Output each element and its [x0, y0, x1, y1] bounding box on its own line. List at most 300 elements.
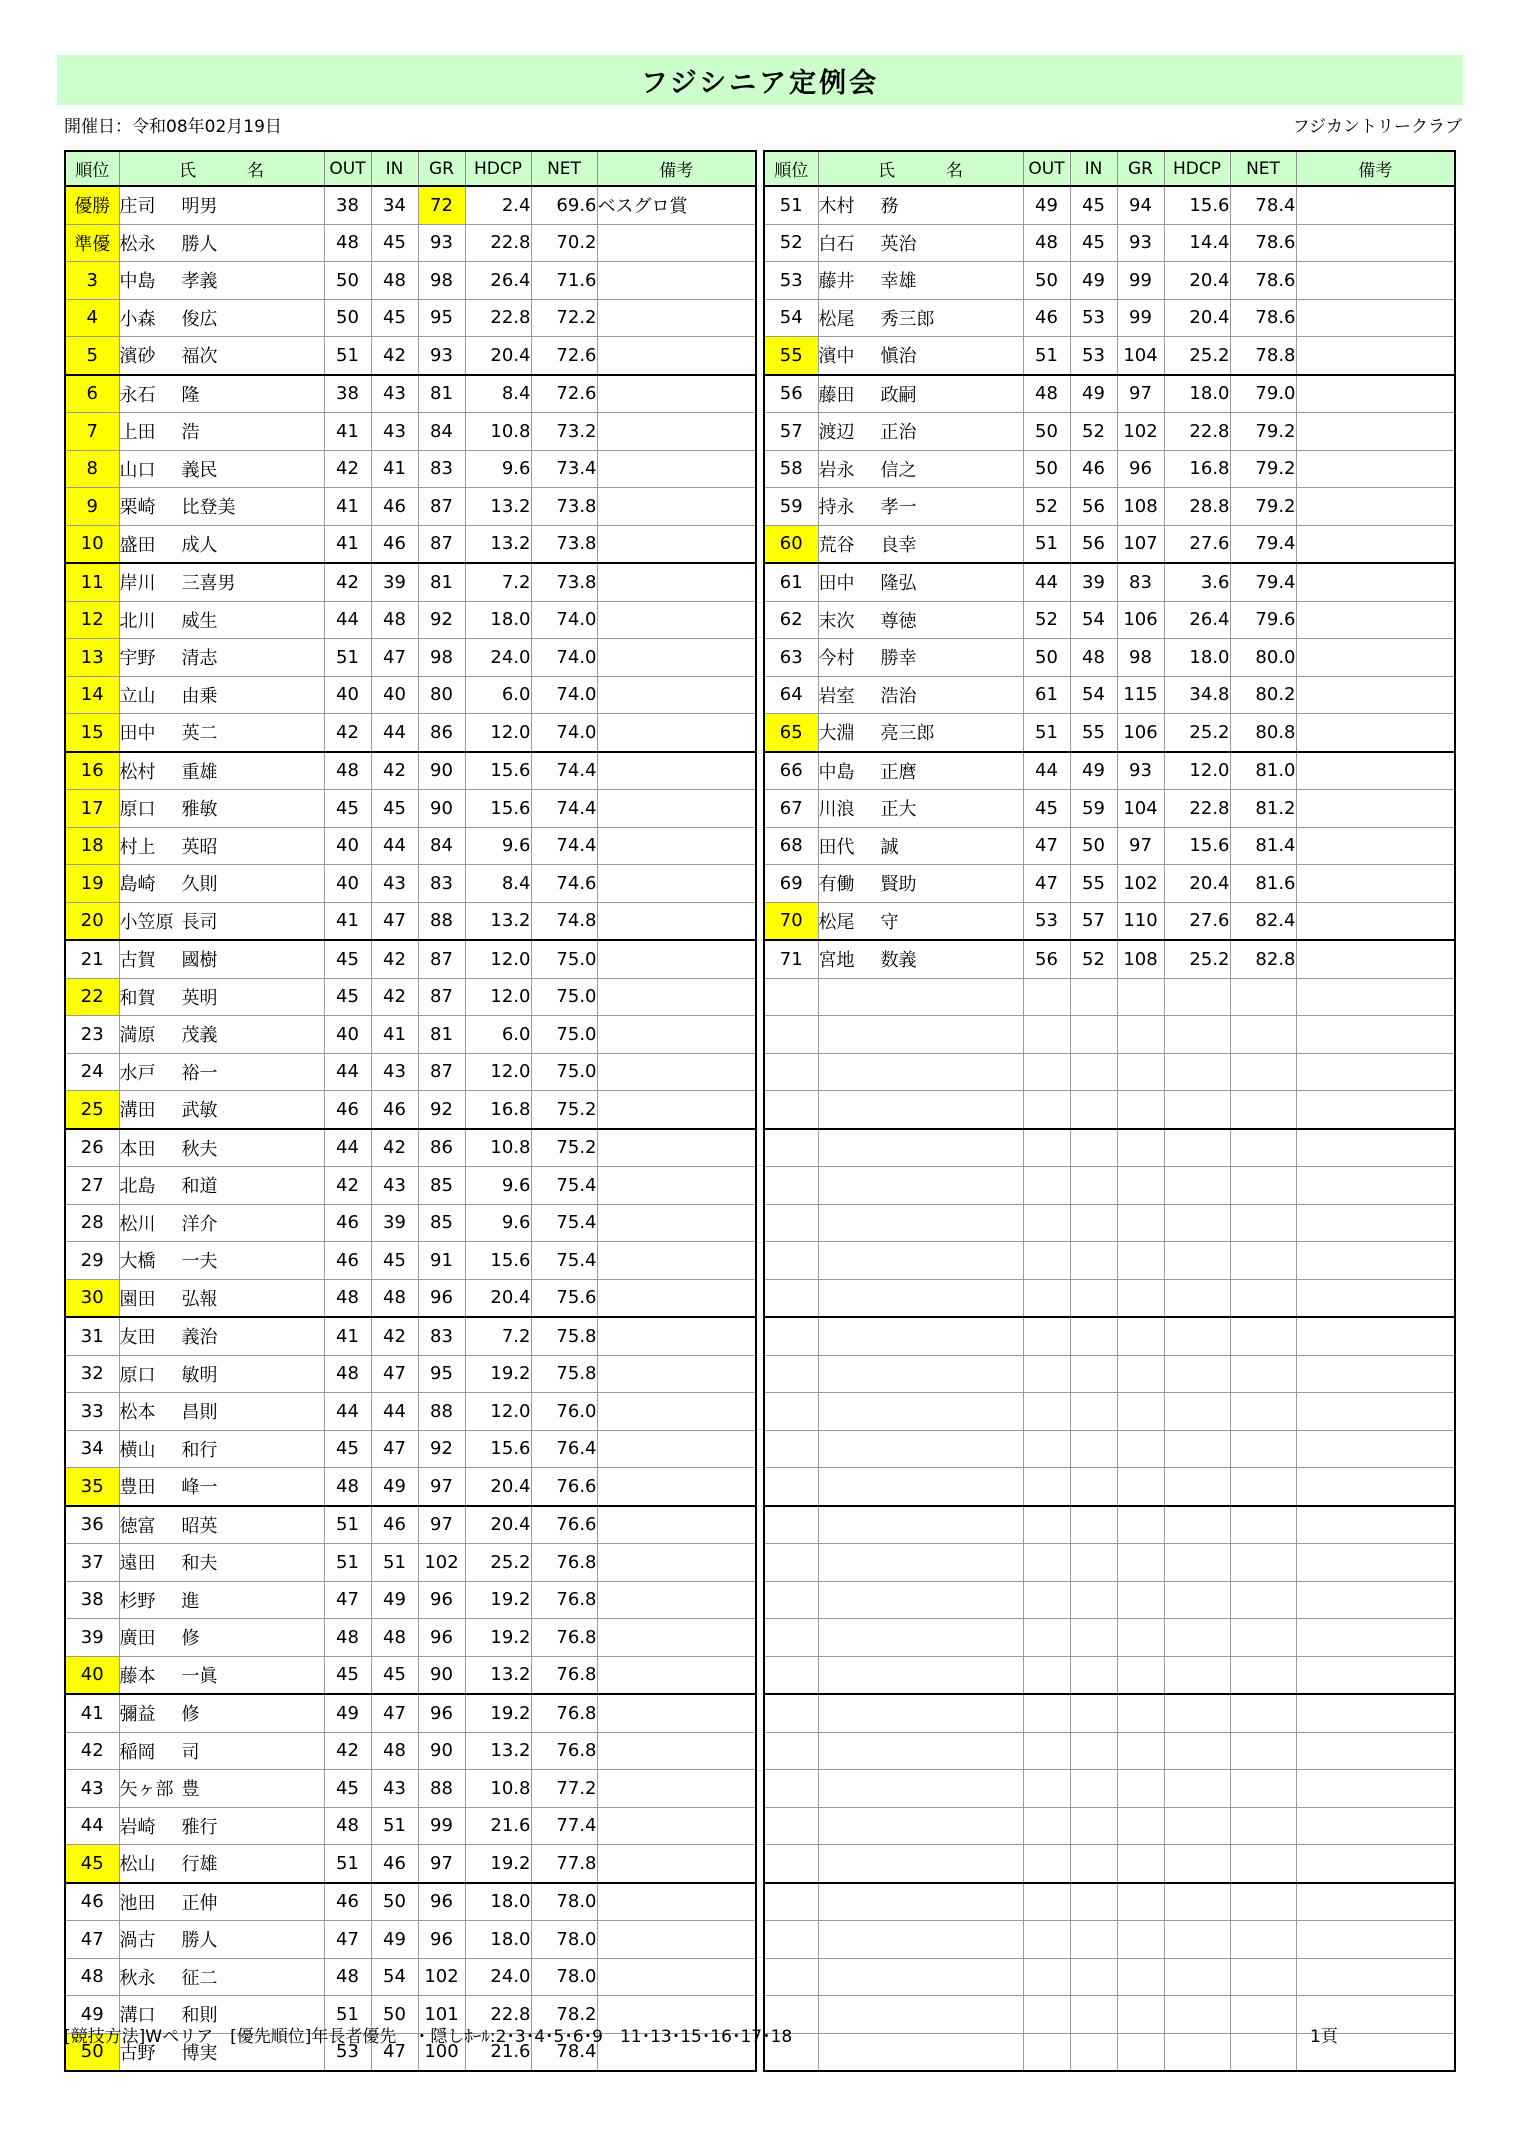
name-cell: [119, 262, 324, 300]
in-cell: 42: [371, 1129, 418, 1167]
out-cell: [1023, 1656, 1070, 1694]
family-name: 岸川: [119, 573, 156, 595]
hdcp-cell: 13.2: [465, 902, 531, 940]
gr-cell: 102: [1117, 413, 1164, 451]
out-cell: 40: [324, 865, 371, 903]
gr-cell: 85: [418, 1167, 465, 1205]
net-cell: 76.0: [531, 1393, 597, 1431]
hdcp-cell: 19.2: [465, 1355, 531, 1393]
out-cell: 44: [324, 1393, 371, 1431]
table-row: [65, 1506, 756, 1544]
in-cell: [1070, 1770, 1117, 1808]
name-cell: [818, 1694, 1023, 1732]
header-row: [764, 151, 1455, 186]
table-row: [764, 827, 1455, 865]
remark-cell: [1296, 902, 1455, 940]
family-name: 村上: [119, 836, 156, 858]
table-row: [764, 1317, 1455, 1355]
hdcp-cell: [1164, 1845, 1230, 1883]
net-cell: 79.0: [1230, 375, 1296, 413]
remark-cell: [1296, 865, 1455, 903]
table-row: [764, 865, 1455, 903]
name-cell: [119, 1506, 324, 1544]
out-cell: 41: [324, 488, 371, 526]
gr-cell: 85: [418, 1204, 465, 1242]
in-cell: 53: [1070, 299, 1117, 337]
name-cell: [119, 1242, 324, 1280]
given-name: 威生: [181, 610, 218, 632]
in-cell: 56: [1070, 525, 1117, 563]
hdcp-cell: [1164, 1317, 1230, 1355]
net-cell: 76.4: [531, 1430, 597, 1468]
net-cell: [1230, 1694, 1296, 1732]
family-name: 小森: [119, 308, 156, 330]
in-cell: 53: [1070, 337, 1117, 375]
out-cell: 51: [324, 337, 371, 375]
hdcp-cell: 10.8: [465, 1129, 531, 1167]
out-cell: [1023, 1242, 1070, 1280]
rank-cell: 15: [65, 714, 119, 752]
rank-cell: 54: [764, 299, 818, 337]
gr-cell: 87: [418, 978, 465, 1016]
remark-cell: [597, 299, 756, 337]
hdcp-cell: 12.0: [465, 1393, 531, 1431]
given-name: 勝人: [181, 1930, 218, 1952]
family-name: 島崎: [119, 874, 156, 896]
given-name: 福次: [181, 346, 218, 368]
given-name: 隆弘: [880, 573, 917, 595]
net-cell: [1230, 1619, 1296, 1657]
out-cell: [1023, 1053, 1070, 1091]
in-cell: [1070, 1807, 1117, 1845]
given-name: 正治: [880, 422, 917, 444]
out-cell: 42: [324, 450, 371, 488]
in-cell: [1070, 1581, 1117, 1619]
table-row: [764, 752, 1455, 790]
hdcp-cell: 22.8: [465, 1996, 531, 2034]
gr-cell: [1117, 1167, 1164, 1205]
in-cell: 46: [371, 488, 418, 526]
out-cell: 40: [324, 1016, 371, 1054]
remark-cell: [1296, 1581, 1455, 1619]
given-name: 和夫: [181, 1553, 218, 1575]
rank-cell: 16: [65, 752, 119, 790]
name-cell: [119, 1845, 324, 1883]
rank-cell: 58: [764, 450, 818, 488]
name-cell: [818, 1317, 1023, 1355]
net-cell: [1230, 1430, 1296, 1468]
out-cell: 51: [1023, 714, 1070, 752]
family-name: 岩永: [818, 459, 855, 481]
gr-cell: 72: [418, 186, 465, 224]
hdcp-cell: 26.4: [1164, 601, 1230, 639]
table-row: [65, 714, 756, 752]
table-row: [65, 1883, 756, 1921]
net-cell: 77.4: [531, 1807, 597, 1845]
family-name: 有働: [818, 874, 855, 896]
hdcp-cell: 13.2: [465, 1656, 531, 1694]
net-cell: 77.8: [531, 1845, 597, 1883]
rank-cell: 5: [65, 337, 119, 375]
in-cell: [1070, 1355, 1117, 1393]
given-name: 秋夫: [181, 1138, 218, 1160]
name-cell: [818, 488, 1023, 526]
family-name: 溝口: [119, 2005, 156, 2027]
family-name: 大橋: [119, 1251, 156, 1273]
gr-cell: [1117, 1279, 1164, 1317]
hdcp-cell: [1164, 1016, 1230, 1054]
rank-cell: [764, 1581, 818, 1619]
out-cell: 45: [324, 1430, 371, 1468]
hdcp-cell: 24.0: [465, 1958, 531, 1996]
remark-cell: [597, 1921, 756, 1959]
hdcp-cell: 20.4: [1164, 299, 1230, 337]
hdcp-cell: [1164, 1053, 1230, 1091]
title-bar: [57, 55, 1463, 105]
net-cell: 75.2: [531, 1091, 597, 1129]
table-row: [65, 1694, 756, 1732]
net-cell: [1230, 1053, 1296, 1091]
given-name: 正伸: [181, 1892, 218, 1914]
out-cell: 44: [1023, 563, 1070, 601]
net-cell: [1230, 1807, 1296, 1845]
net-cell: 76.8: [531, 1694, 597, 1732]
remark-cell: [1296, 1958, 1455, 1996]
remark-cell: [597, 865, 756, 903]
given-name: 和行: [181, 1439, 218, 1461]
in-cell: 46: [371, 1506, 418, 1544]
hdcp-cell: 3.6: [1164, 563, 1230, 601]
remark-cell: [1296, 262, 1455, 300]
gr-cell: [1117, 1468, 1164, 1506]
net-cell: 74.0: [531, 639, 597, 677]
net-cell: 78.6: [1230, 262, 1296, 300]
rank-cell: [764, 1921, 818, 1959]
remark-cell: [597, 790, 756, 828]
name-cell: [119, 525, 324, 563]
hdcp-cell: 14.4: [1164, 224, 1230, 262]
given-name: 和則: [181, 2005, 218, 2027]
given-name: 政嗣: [880, 384, 917, 406]
gr-cell: 83: [418, 450, 465, 488]
rank-cell: 52: [764, 224, 818, 262]
given-name: 比登美: [181, 497, 236, 519]
rank-cell: 60: [764, 525, 818, 563]
name-cell: [818, 1770, 1023, 1808]
out-cell: 46: [1023, 299, 1070, 337]
out-cell: 38: [324, 186, 371, 224]
gr-cell: 97: [418, 1468, 465, 1506]
remark-cell: [597, 1355, 756, 1393]
in-cell: 46: [1070, 450, 1117, 488]
out-cell: [1023, 1091, 1070, 1129]
name-cell: [119, 1619, 324, 1657]
net-cell: 76.6: [531, 1468, 597, 1506]
out-cell: 48: [324, 752, 371, 790]
gr-cell: [1117, 1619, 1164, 1657]
rank-cell: [764, 978, 818, 1016]
rank-cell: [764, 1053, 818, 1091]
table-row: [764, 488, 1455, 526]
remark-cell: [1296, 827, 1455, 865]
results-table-right: [763, 150, 1456, 2072]
hdcp-cell: 9.6: [465, 1167, 531, 1205]
rank-cell: 61: [764, 563, 818, 601]
remark-cell: [597, 1883, 756, 1921]
results-table-left: [64, 150, 757, 2072]
name-cell: [119, 1167, 324, 1205]
in-cell: [1070, 1393, 1117, 1431]
net-cell: 75.2: [531, 1129, 597, 1167]
in-cell: 49: [371, 1921, 418, 1959]
remark-cell: [1296, 790, 1455, 828]
in-cell: 55: [1070, 714, 1117, 752]
table-row: [65, 1167, 756, 1205]
in-cell: [1070, 1016, 1117, 1054]
remark-cell: [597, 752, 756, 790]
family-name: 稲岡: [119, 1741, 156, 1763]
rank-cell: [764, 1242, 818, 1280]
net-cell: 82.4: [1230, 902, 1296, 940]
table-row: [65, 1845, 756, 1883]
hdcp-cell: 18.0: [1164, 639, 1230, 677]
gr-cell: [1117, 1129, 1164, 1167]
net-cell: 81.0: [1230, 752, 1296, 790]
table-row: [65, 1129, 756, 1167]
hdcp-cell: 9.6: [465, 827, 531, 865]
gr-cell: 93: [418, 337, 465, 375]
family-name: 栗崎: [119, 497, 156, 519]
gr-cell: 93: [1117, 752, 1164, 790]
remark-cell: [597, 1393, 756, 1431]
rank-cell: [764, 1204, 818, 1242]
remark-cell: [597, 1619, 756, 1657]
given-name: 守: [880, 911, 899, 933]
remark-cell: [597, 1242, 756, 1280]
gr-cell: 86: [418, 714, 465, 752]
rank-cell: 69: [764, 865, 818, 903]
in-cell: 48: [371, 262, 418, 300]
in-cell: [1070, 1091, 1117, 1129]
gr-cell: 92: [418, 601, 465, 639]
out-cell: 48: [324, 224, 371, 262]
remark-cell: [597, 375, 756, 413]
net-cell: 76.8: [531, 1581, 597, 1619]
name-cell: [119, 940, 324, 978]
given-name: 茂義: [181, 1025, 218, 1047]
in-cell: 45: [371, 224, 418, 262]
table-row: [764, 1355, 1455, 1393]
gr-cell: 96: [418, 1883, 465, 1921]
out-cell: 42: [324, 1732, 371, 1770]
given-name: 豊: [181, 1779, 200, 1801]
net-cell: 75.0: [531, 1053, 597, 1091]
remark-cell: [1296, 1619, 1455, 1657]
name-cell: [818, 902, 1023, 940]
remark-cell: [597, 1167, 756, 1205]
net-cell: 75.0: [531, 1016, 597, 1054]
net-cell: 75.0: [531, 940, 597, 978]
table-row: [65, 1732, 756, 1770]
gr-cell: 98: [418, 639, 465, 677]
rank-cell: 8: [65, 450, 119, 488]
hdcp-cell: [1164, 1393, 1230, 1431]
out-cell: [1023, 1430, 1070, 1468]
hdcp-cell: 27.6: [1164, 902, 1230, 940]
gr-cell: [1117, 1581, 1164, 1619]
remark-cell: [597, 224, 756, 262]
name-cell: [119, 1204, 324, 1242]
gr-cell: [1117, 1016, 1164, 1054]
in-cell: [1070, 1279, 1117, 1317]
name-cell: [818, 639, 1023, 677]
name-cell: [119, 978, 324, 1016]
rank-cell: 9: [65, 488, 119, 526]
remark-cell: [597, 978, 756, 1016]
name-cell: [818, 1732, 1023, 1770]
in-cell: [1070, 1619, 1117, 1657]
table-row: [65, 262, 756, 300]
competition-method-note: [競技方法]Wペリア [優先順位]年長者優先 ・隠しﾎｰﾙ:2･3･4･5･6･9 11･13･15･16･17･18: [64, 2027, 793, 2047]
net-cell: 75.6: [531, 1279, 597, 1317]
remark-cell: [1296, 1167, 1455, 1205]
out-cell: 45: [324, 940, 371, 978]
hdcp-cell: 10.8: [465, 1770, 531, 1808]
out-cell: 44: [324, 1053, 371, 1091]
in-cell: 42: [371, 337, 418, 375]
hdcp-cell: 20.4: [465, 1506, 531, 1544]
in-cell: 54: [1070, 676, 1117, 714]
out-cell: 46: [324, 1091, 371, 1129]
rank-cell: [764, 1770, 818, 1808]
family-name: 松川: [119, 1213, 156, 1235]
table-row: [764, 1619, 1455, 1657]
rank-cell: 48: [65, 1958, 119, 1996]
out-cell: 51: [1023, 337, 1070, 375]
name-cell: [119, 1807, 324, 1845]
table-row: [65, 790, 756, 828]
family-name: 藤本: [119, 1665, 156, 1687]
net-cell: [1230, 1129, 1296, 1167]
out-cell: 51: [1023, 525, 1070, 563]
hdcp-cell: 34.8: [1164, 676, 1230, 714]
gr-cell: 87: [418, 1053, 465, 1091]
net-cell: 80.0: [1230, 639, 1296, 677]
table-row: [764, 1883, 1455, 1921]
gr-cell: [1117, 1317, 1164, 1355]
col-header-in: IN: [371, 151, 418, 186]
col-header-biko: 備考: [1296, 151, 1455, 186]
net-cell: [1230, 1091, 1296, 1129]
family-name: 北川: [119, 610, 156, 632]
out-cell: 51: [324, 1506, 371, 1544]
in-cell: [1070, 1996, 1117, 2034]
name-cell: [818, 1468, 1023, 1506]
in-cell: 49: [371, 1581, 418, 1619]
family-name: 杉野: [119, 1590, 156, 1612]
rank-cell: 57: [764, 413, 818, 451]
remark-cell: [597, 827, 756, 865]
in-cell: 49: [1070, 752, 1117, 790]
hdcp-cell: 8.4: [465, 865, 531, 903]
net-cell: 78.0: [531, 1958, 597, 1996]
name-cell: [119, 1544, 324, 1582]
table-row: [764, 1279, 1455, 1317]
gr-cell: 83: [418, 865, 465, 903]
remark-cell: [597, 1656, 756, 1694]
col-header-hdcp: HDCP: [465, 151, 531, 186]
rank-cell: 23: [65, 1016, 119, 1054]
remark-cell: [597, 1053, 756, 1091]
hdcp-cell: [1164, 1996, 1230, 2034]
given-name: 國樹: [181, 950, 218, 972]
name-cell: [119, 1430, 324, 1468]
gr-cell: 97: [418, 1845, 465, 1883]
given-name: 重雄: [181, 761, 218, 783]
given-name: 数義: [880, 950, 917, 972]
rank-cell: [764, 1807, 818, 1845]
net-cell: 78.6: [1230, 299, 1296, 337]
name-cell: [119, 865, 324, 903]
in-cell: 47: [371, 1694, 418, 1732]
family-name: 藤田: [818, 384, 855, 406]
family-name: 矢ヶ部: [119, 1779, 174, 1801]
net-cell: 73.8: [531, 488, 597, 526]
remark-cell: [1296, 978, 1455, 1016]
gr-cell: 104: [1117, 337, 1164, 375]
table-row: [764, 186, 1455, 224]
name-cell: [119, 488, 324, 526]
table-row: [764, 337, 1455, 375]
given-name: 博実: [181, 2042, 218, 2064]
in-cell: 50: [371, 1883, 418, 1921]
table-row: [65, 1355, 756, 1393]
out-cell: 53: [1023, 902, 1070, 940]
table-row: [764, 714, 1455, 752]
table-row: [65, 1317, 756, 1355]
hdcp-cell: 12.0: [465, 978, 531, 1016]
hdcp-cell: [1164, 1506, 1230, 1544]
header-row: [65, 151, 756, 186]
given-name: 弘報: [181, 1288, 218, 1310]
family-name: 本田: [119, 1138, 156, 1160]
net-cell: 74.0: [531, 601, 597, 639]
table-row: [764, 639, 1455, 677]
name-cell: [119, 1656, 324, 1694]
gr-cell: 96: [418, 1279, 465, 1317]
net-cell: 69.6: [531, 186, 597, 224]
in-cell: 43: [371, 1167, 418, 1205]
gr-cell: 83: [418, 1317, 465, 1355]
net-cell: [1230, 2033, 1296, 2071]
gr-cell: 102: [1117, 865, 1164, 903]
out-cell: 48: [324, 1807, 371, 1845]
hdcp-cell: 15.6: [465, 1430, 531, 1468]
net-cell: 72.6: [531, 375, 597, 413]
given-name: 務: [880, 196, 899, 218]
name-cell: [119, 1355, 324, 1393]
gr-cell: [1117, 1242, 1164, 1280]
given-name: 亮三郎: [880, 723, 935, 745]
net-cell: 70.2: [531, 224, 597, 262]
given-name: 誠: [880, 836, 899, 858]
remark-cell: [1296, 563, 1455, 601]
out-cell: 50: [1023, 262, 1070, 300]
gr-cell: 87: [418, 488, 465, 526]
net-cell: [1230, 1468, 1296, 1506]
rank-cell: 68: [764, 827, 818, 865]
gr-cell: 96: [418, 1921, 465, 1959]
